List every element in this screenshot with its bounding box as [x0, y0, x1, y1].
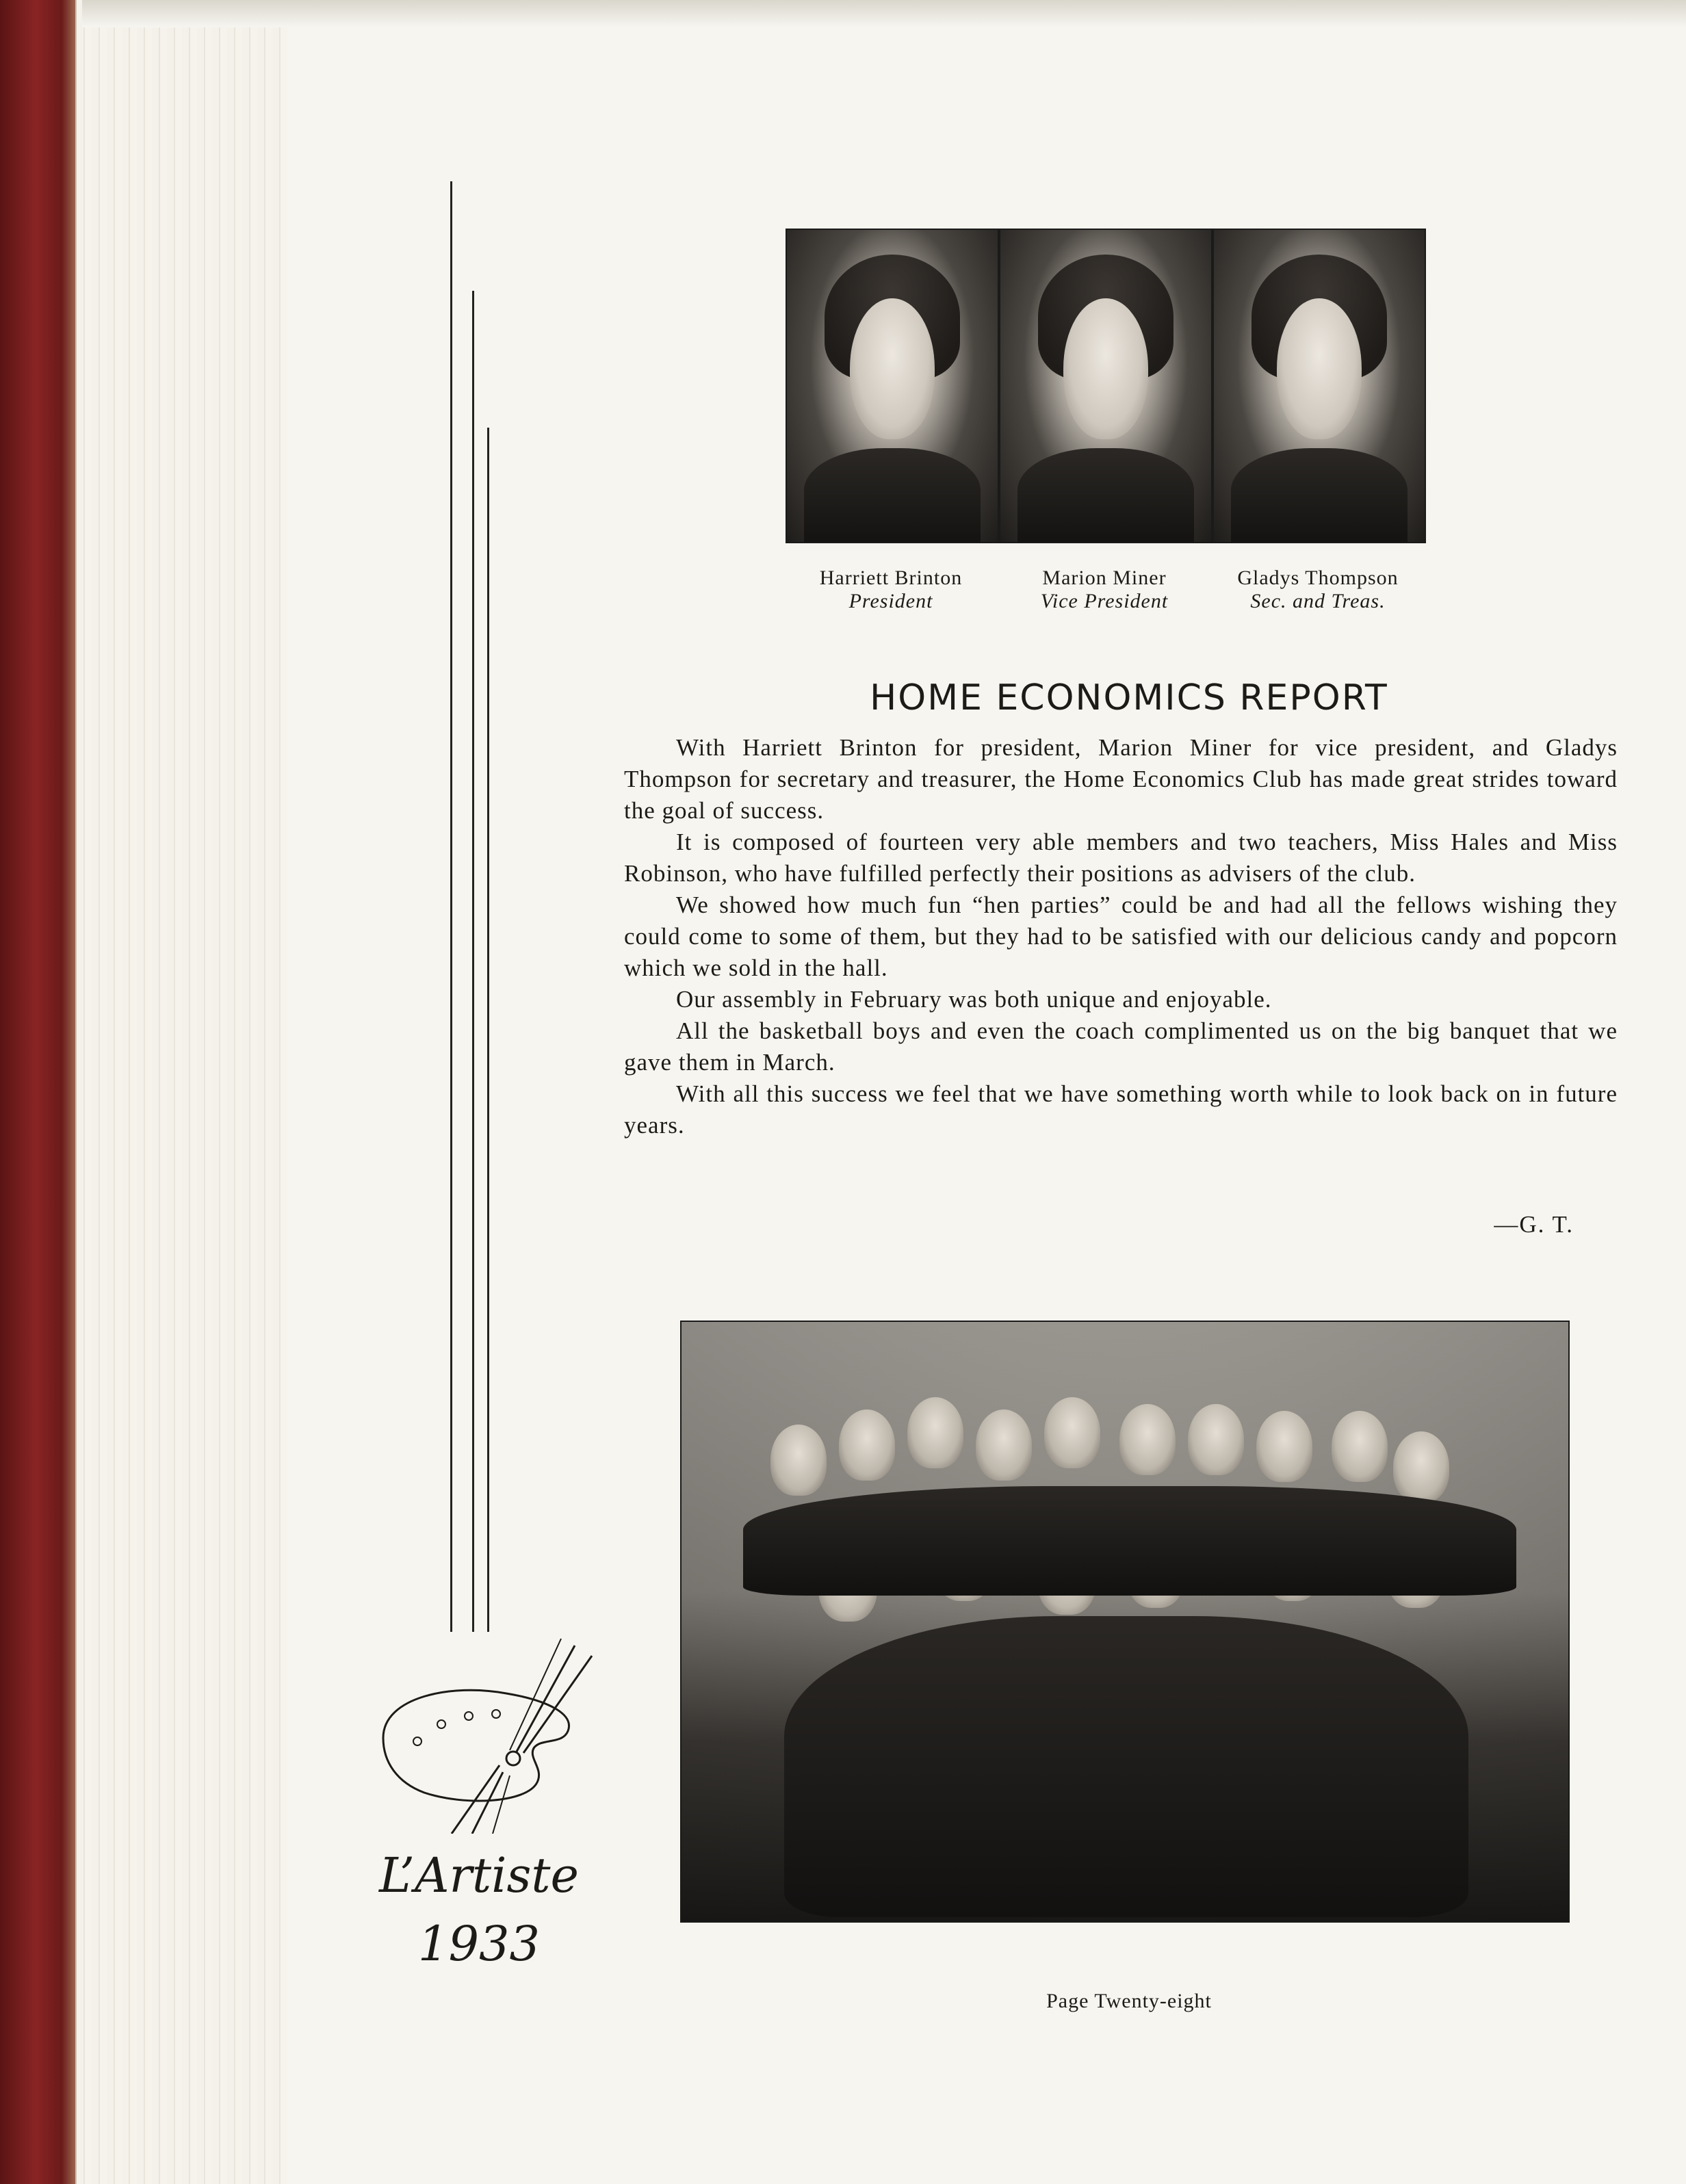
officer-caption	[999, 567, 1210, 613]
page-stack-edge	[75, 0, 296, 2184]
member-clothing	[743, 1486, 1516, 1596]
portrait-photo	[999, 229, 1212, 543]
report-paragraph: Our assembly in February was both unique and enjoyable.	[676, 986, 1272, 1013]
officer-name: Gladys Thompson	[1237, 567, 1399, 589]
report-signature: —G. T.	[1494, 1211, 1574, 1238]
officer-role: Sec. and Treas.	[1250, 590, 1386, 612]
report-paragraph: With all this success we feel that we have something worth while to look back on in future years.	[624, 1080, 1618, 1139]
member-figure	[976, 1409, 1032, 1481]
report-heading: HOME ECONOMICS REPORT	[870, 677, 1388, 718]
report-paragraph: With Harriett Brinton for president, Marion Miner for vice president, and Gladys Thompson for secretary and treasurer, the Home Economics Club has made great strides toward the goal of success.	[624, 734, 1618, 824]
report-body	[624, 732, 1618, 1141]
officer-role: President	[848, 590, 933, 612]
member-figure	[770, 1425, 827, 1496]
page-number: Page Twenty-eight	[1046, 1990, 1212, 2012]
officer-role: Vice President	[1040, 590, 1169, 612]
member-figure	[907, 1397, 963, 1468]
member-figure	[1393, 1431, 1449, 1503]
member-figure	[1256, 1411, 1312, 1482]
yearbook-year: 1933	[417, 1916, 541, 1972]
portrait-body	[804, 448, 981, 542]
palette-icon	[369, 1628, 616, 1834]
yearbook-title: L’Artiste	[379, 1847, 579, 1903]
portrait-photo	[1212, 229, 1426, 543]
decorative-line	[450, 181, 452, 1632]
portrait-face	[850, 298, 934, 439]
report-paragraph: All the basketball boys and even the coach complimented us on the big banquet that we gave them in March.	[624, 1017, 1618, 1076]
officer-name: Marion Miner	[1042, 567, 1167, 589]
portrait-face	[1277, 298, 1361, 439]
member-figure	[1332, 1411, 1388, 1482]
officer-name: Harriett Brinton	[819, 567, 963, 589]
member-figure	[839, 1409, 895, 1481]
portrait-body	[1017, 448, 1195, 542]
report-paragraph: We showed how much fun “hen parties” could be and had all the fellows wishing they could come to some of them, but they had to be satisfied with our delicious candy and popcorn which we sold in the hall.	[624, 892, 1618, 981]
decorative-line	[487, 428, 489, 1632]
member-clothing	[784, 1616, 1468, 1917]
officer-caption	[786, 567, 996, 613]
member-figure	[1119, 1404, 1176, 1475]
decorative-line	[472, 291, 474, 1632]
portrait-photo	[786, 229, 999, 543]
portrait-face	[1063, 298, 1147, 439]
portrait-body	[1231, 448, 1408, 542]
officer-caption	[1212, 567, 1423, 613]
member-figure	[1044, 1397, 1100, 1468]
page-top-shadow	[82, 0, 1686, 27]
report-paragraph: It is composed of fourteen very able members and two teachers, Miss Hales and Miss Robinson, who have fulfilled perfectly their positions as advisers of the club.	[624, 829, 1618, 887]
member-figure	[1188, 1404, 1244, 1475]
club-group-photo	[680, 1321, 1570, 1923]
